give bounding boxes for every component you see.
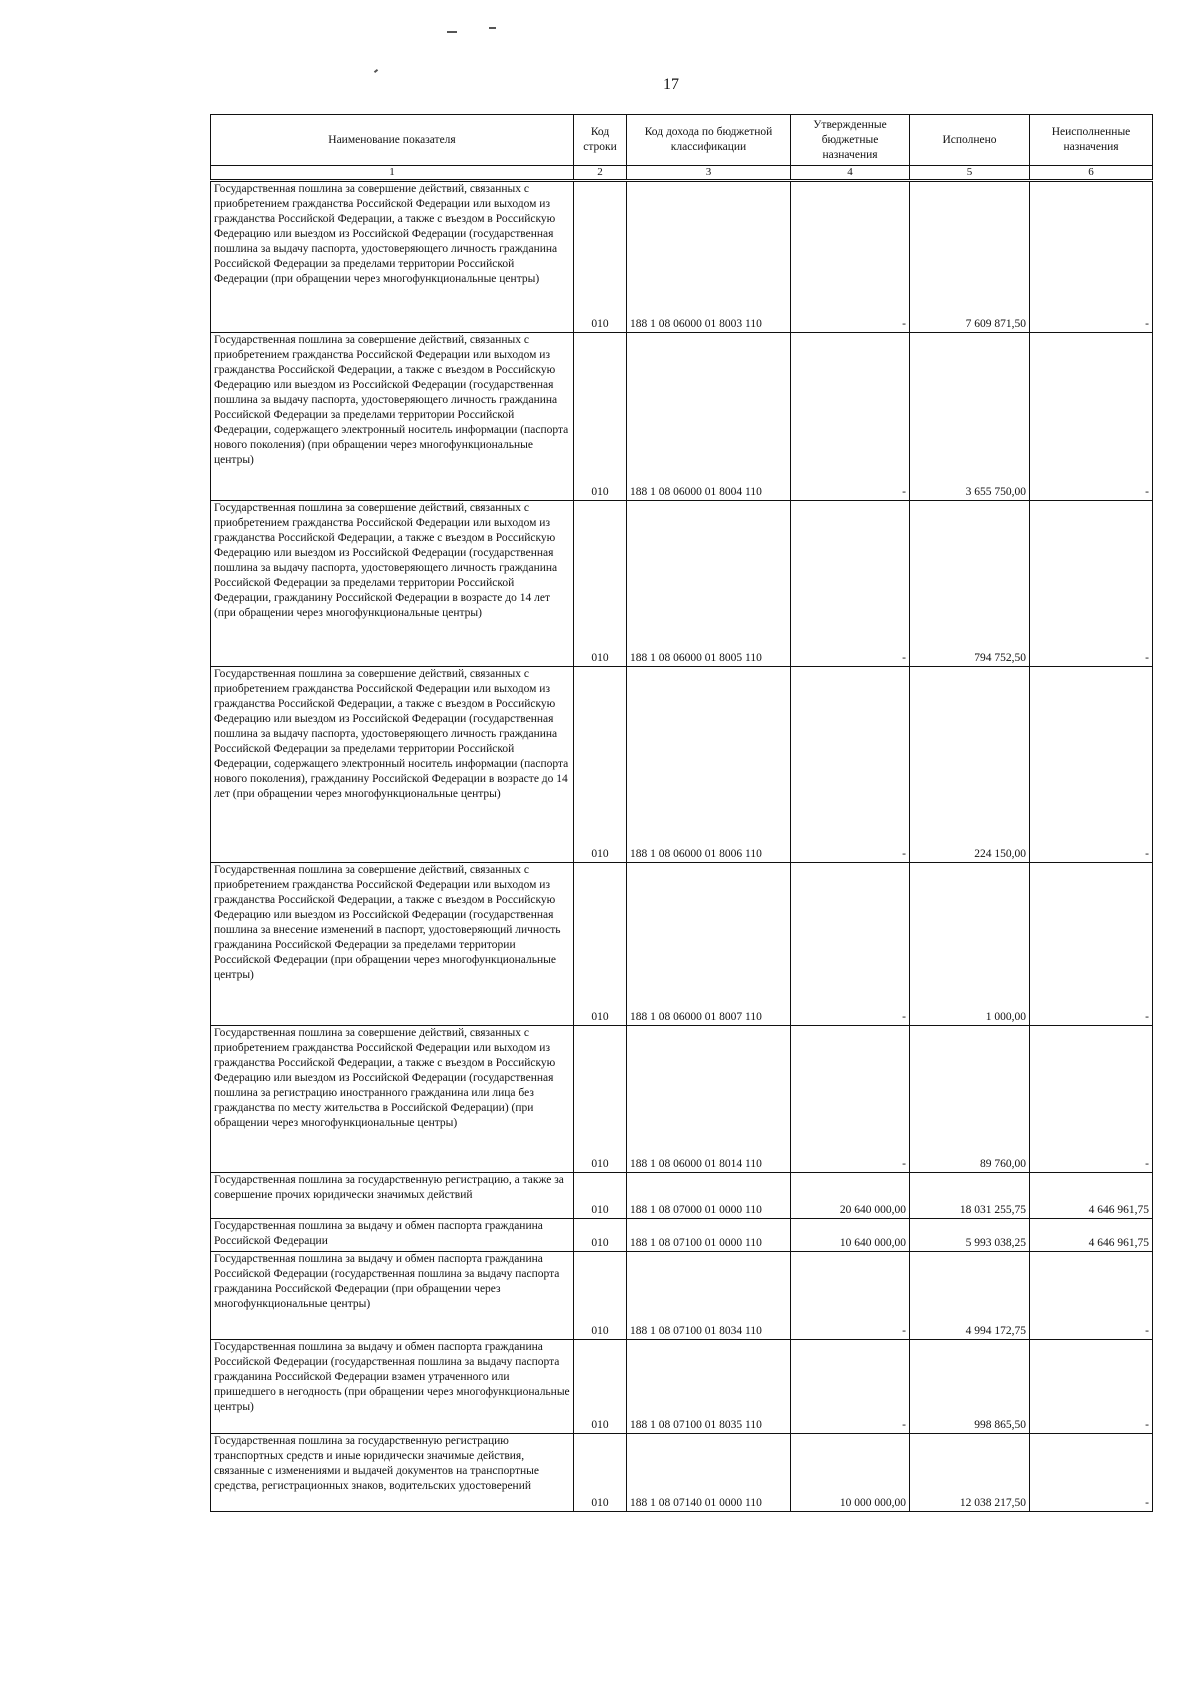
scan-mark xyxy=(489,27,496,29)
unexecuted-amount: 4 646 961,75 xyxy=(1030,1219,1153,1252)
approved-amount: - xyxy=(791,667,910,863)
line-code: 010 xyxy=(574,1252,627,1340)
executed-amount: 7 609 871,50 xyxy=(910,181,1030,333)
line-code: 010 xyxy=(574,1340,627,1434)
line-code: 010 xyxy=(574,1219,627,1252)
unexecuted-amount: - xyxy=(1030,1434,1153,1512)
column-number: 1 xyxy=(211,166,574,181)
income-code: 188 1 08 07100 01 0000 110 xyxy=(627,1219,791,1252)
table-row xyxy=(211,1340,1153,1434)
income-code: 188 1 08 06000 01 8006 110 xyxy=(627,667,791,863)
line-code: 010 xyxy=(574,181,627,333)
approved-amount: 10 640 000,00 xyxy=(791,1219,910,1252)
approved-amount: - xyxy=(791,1026,910,1173)
executed-amount: 1 000,00 xyxy=(910,863,1030,1026)
indicator-name: Государственная пошлина за совершение действий, связанных с приобретением гражданства Российской Федерации или выходом из гражданства Российской Федерации, а также с въездом в Российскую Федерацию или выездом из Российской Федерации (государственная пошлина за внесение изменений в паспорт, удостоверяющий личность гражданина Российской Федерации за пределами территории Российской Федерации (при обращении через многофункциональные центры) xyxy=(211,863,574,1026)
executed-amount: 12 038 217,50 xyxy=(910,1434,1030,1512)
indicator-name: Государственная пошлина за выдачу и обмен паспорта гражданина Российской Федерации (государственная пошлина за выдачу паспорта гражданина Российской Федерации (при обращении через многофункциональные центры) xyxy=(211,1252,574,1340)
table-row xyxy=(211,667,1153,863)
column-number: 4 xyxy=(791,166,910,181)
approved-amount: - xyxy=(791,333,910,501)
column-header: Исполнено xyxy=(910,115,1030,166)
approved-amount: - xyxy=(791,863,910,1026)
executed-amount: 89 760,00 xyxy=(910,1026,1030,1173)
approved-amount: - xyxy=(791,1252,910,1340)
column-header: Наименование показателя xyxy=(211,115,574,166)
approved-amount: - xyxy=(791,1340,910,1434)
column-number: 6 xyxy=(1030,166,1153,181)
line-code: 010 xyxy=(574,1434,627,1512)
unexecuted-amount: - xyxy=(1030,667,1153,863)
scan-mark xyxy=(374,69,378,73)
approved-amount: - xyxy=(791,181,910,333)
income-code: 188 1 08 07000 01 0000 110 xyxy=(627,1173,791,1219)
indicator-name: Государственная пошлина за государственную регистрацию, а также за совершение прочих юридически значимых действий xyxy=(211,1173,574,1219)
approved-amount: 10 000 000,00 xyxy=(791,1434,910,1512)
header-row xyxy=(211,115,1153,166)
scan-mark xyxy=(447,31,457,33)
executed-amount: 224 150,00 xyxy=(910,667,1030,863)
line-code: 010 xyxy=(574,863,627,1026)
line-code: 010 xyxy=(574,1026,627,1173)
column-number: 3 xyxy=(627,166,791,181)
column-number-row xyxy=(211,166,1153,181)
line-code: 010 xyxy=(574,501,627,667)
table-row xyxy=(211,501,1153,667)
indicator-name: Государственная пошлина за совершение действий, связанных с приобретением гражданства Российской Федерации или выходом из гражданства Российской Федерации, а также с въездом в Российскую Федерацию или выездом из Российской Федерации (государственная пошлина за выдачу паспорта, удостоверяющего личность гражданина Российской Федерации за пределами территории Российской Федерации, гражданину Российской Федерации в возрасте до 14 лет (при обращении через многофункциональные центры) xyxy=(211,501,574,667)
table-row xyxy=(211,1252,1153,1340)
line-code: 010 xyxy=(574,333,627,501)
indicator-name: Государственная пошлина за выдачу и обмен паспорта гражданина Российской Федерации (государственная пошлина за выдачу паспорта гражданина Российской Федерации взамен утраченного или пришедшего в негодность (при обращении через многофункциональные центры) xyxy=(211,1340,574,1434)
executed-amount: 3 655 750,00 xyxy=(910,333,1030,501)
unexecuted-amount: - xyxy=(1030,863,1153,1026)
column-header: Код дохода по бюджетной классификации xyxy=(627,115,791,166)
table-row xyxy=(211,1173,1153,1219)
approved-amount: - xyxy=(791,501,910,667)
budget-execution-table xyxy=(210,114,1153,1512)
table-row xyxy=(211,1434,1153,1512)
indicator-name: Государственная пошлина за государственную регистрацию транспортных средств и иные юридически значимые действия, связанные с изменениями и выдачей документов на транспортные средства, регистрационных знаков, водительских удостоверений xyxy=(211,1434,574,1512)
table-row xyxy=(211,1026,1153,1173)
approved-amount: 20 640 000,00 xyxy=(791,1173,910,1219)
executed-amount: 18 031 255,75 xyxy=(910,1173,1030,1219)
unexecuted-amount: - xyxy=(1030,1252,1153,1340)
column-header: Неисполненные назначения xyxy=(1030,115,1153,166)
income-code: 188 1 08 07100 01 8034 110 xyxy=(627,1252,791,1340)
indicator-name: Государственная пошлина за совершение действий, связанных с приобретением гражданства Российской Федерации или выходом из гражданства Российской Федерации, а также с въездом в Российскую Федерацию или выездом из Российской Федерации (государственная пошлина за выдачу паспорта, удостоверяющего личность гражданина Российской Федерации за пределами территории Российской Федерации, содержащего электронный носитель информации (паспорта нового поколения), гражданину Российской Федерации в возрасте до 14 лет (при обращении через многофункциональные центры) xyxy=(211,667,574,863)
unexecuted-amount: 4 646 961,75 xyxy=(1030,1173,1153,1219)
unexecuted-amount: - xyxy=(1030,333,1153,501)
executed-amount: 5 993 038,25 xyxy=(910,1219,1030,1252)
income-code: 188 1 08 06000 01 8014 110 xyxy=(627,1026,791,1173)
indicator-name: Государственная пошлина за совершение действий, связанных с приобретением гражданства Российской Федерации или выходом из гражданства Российской Федерации, а также с въездом в Российскую Федерацию или выездом из Российской Федерации (государственная пошлина за выдачу паспорта, удостоверяющего личность гражданина Российской Федерации за пределами территории Российской Федерации (при обращении через многофункциональные центры) xyxy=(211,181,574,333)
unexecuted-amount: - xyxy=(1030,1026,1153,1173)
column-header: Утвержденные бюджетные назначения xyxy=(791,115,910,166)
income-code: 188 1 08 06000 01 8005 110 xyxy=(627,501,791,667)
income-code: 188 1 08 06000 01 8003 110 xyxy=(627,181,791,333)
income-code: 188 1 08 07100 01 8035 110 xyxy=(627,1340,791,1434)
indicator-name: Государственная пошлина за выдачу и обмен паспорта гражданина Российской Федерации xyxy=(211,1219,574,1252)
executed-amount: 794 752,50 xyxy=(910,501,1030,667)
table-row xyxy=(211,863,1153,1026)
column-number: 2 xyxy=(574,166,627,181)
page-number: 17 xyxy=(663,76,679,93)
column-number: 5 xyxy=(910,166,1030,181)
table-row xyxy=(211,181,1153,333)
line-code: 010 xyxy=(574,667,627,863)
income-code: 188 1 08 07140 01 0000 110 xyxy=(627,1434,791,1512)
indicator-name: Государственная пошлина за совершение действий, связанных с приобретением гражданства Российской Федерации или выходом из гражданства Российской Федерации, а также с въездом в Российскую Федерацию или выездом из Российской Федерации (государственная пошлина за выдачу паспорта, удостоверяющего личность гражданина Российской Федерации за пределами территории Российской Федерации, содержащего электронный носитель информации (паспорта нового поколения) (при обращении через многофункциональные центры) xyxy=(211,333,574,501)
unexecuted-amount: - xyxy=(1030,501,1153,667)
line-code: 010 xyxy=(574,1173,627,1219)
executed-amount: 4 994 172,75 xyxy=(910,1252,1030,1340)
table-row xyxy=(211,333,1153,501)
indicator-name: Государственная пошлина за совершение действий, связанных с приобретением гражданства Российской Федерации или выходом из гражданства Российской Федерации, а также с въездом в Российскую Федерацию или выездом из Российской Федерации (государственная пошлина за регистрацию иностранного гражданина или лица без гражданства по месту жительства в Российской Федерации) (при обращении через многофункциональные центры) xyxy=(211,1026,574,1173)
column-header: Код строки xyxy=(574,115,627,166)
income-code: 188 1 08 06000 01 8007 110 xyxy=(627,863,791,1026)
unexecuted-amount: - xyxy=(1030,181,1153,333)
unexecuted-amount: - xyxy=(1030,1340,1153,1434)
income-code: 188 1 08 06000 01 8004 110 xyxy=(627,333,791,501)
table-row xyxy=(211,1219,1153,1252)
executed-amount: 998 865,50 xyxy=(910,1340,1030,1434)
